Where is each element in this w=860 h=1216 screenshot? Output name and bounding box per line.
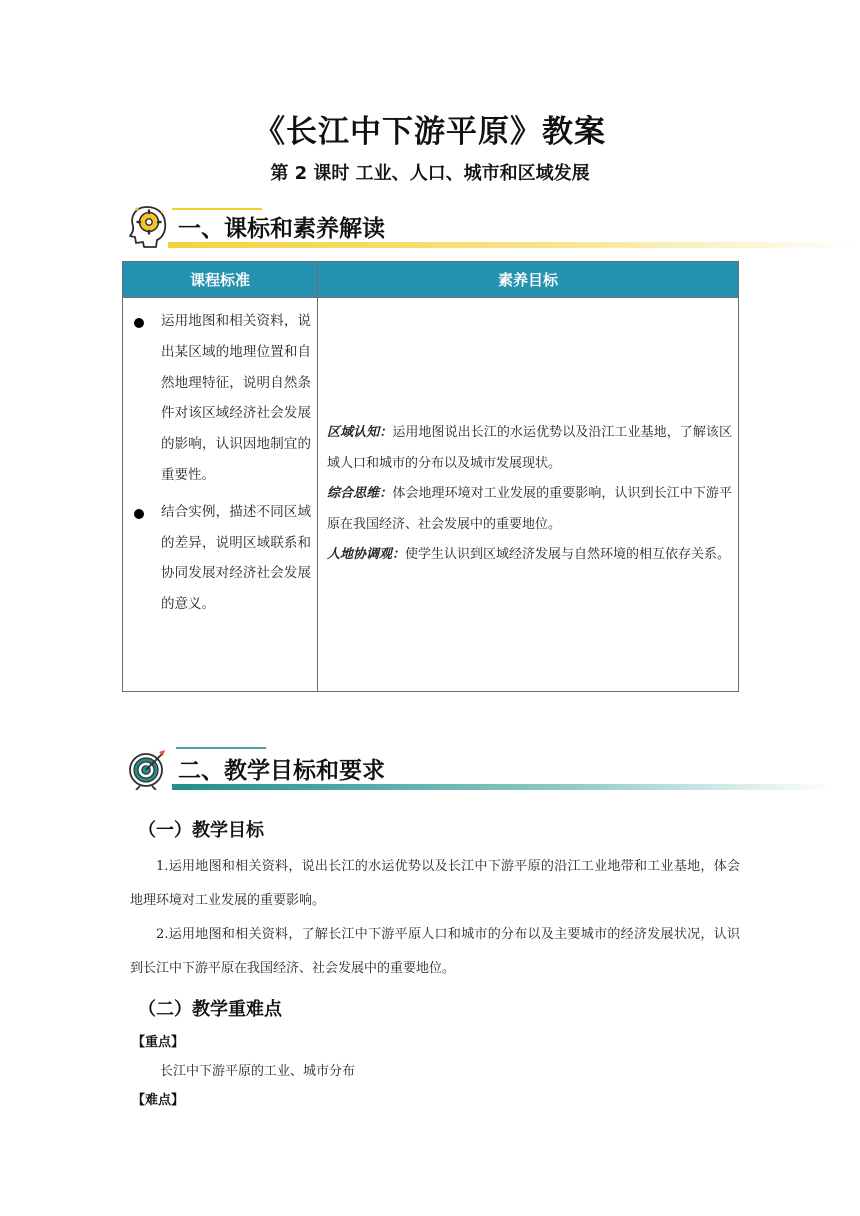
standards-table — [122, 261, 739, 692]
standard-text: 运用地图和相关资料，说出某区域的地理位置和自然地理特征，说明自然条件对该区域经济社会发展的影响，认识因地制宜的重要性。 — [161, 313, 311, 483]
teaching-goal-item: 2.运用地图和相关资料，了解长江中下游平原人口和城市的分布以及主要城市的经济发展状况，认识到长江中下游平原在我国经济、社会发展中的重要地位。 — [130, 927, 740, 976]
section2-accent-line — [176, 747, 266, 749]
literacy-label: 综合思维： — [327, 486, 393, 502]
literacy-goals — [318, 418, 738, 571]
literacy-item — [327, 418, 732, 479]
teaching-goal-item: 1.运用地图和相关资料，说出长江的水运优势以及长江中下游平原的沿江工业地带和工业基地，体会地理环境对工业发展的重要影响。 — [130, 859, 740, 908]
difficulty-label: 【难点】 — [132, 1093, 185, 1108]
standard-item — [123, 306, 311, 491]
key-difficulty-heading: （二）教学重难点 — [138, 999, 282, 1020]
literacy-text: 使学生认识到区域经济发展与自然环境的相互依存关系。 — [405, 547, 731, 563]
standards-cell — [123, 298, 318, 692]
column-header-standard: 课程标准 — [123, 262, 318, 298]
section2-header — [126, 746, 846, 806]
document-title: 《长江中下游平原》教案 — [254, 114, 606, 150]
teaching-goals-heading: （一）教学目标 — [138, 820, 264, 841]
literacy-text: 运用地图说出长江的水运优势以及沿江工业基地，了解该区域人口和城市的分布以及城市发展现状。 — [327, 425, 732, 471]
section2-title: 二、教学目标和要求 — [178, 758, 385, 784]
document-subtitle: 第 2 课时 工业、人口、城市和区域发展 — [270, 163, 590, 184]
bullet-icon — [134, 318, 144, 328]
standard-text: 结合实例，描述不同区域的差异，说明区域联系和协同发展对经济社会发展的意义。 — [161, 503, 311, 613]
literacy-text: 体会地理环境对工业发展的重要影响，认识到长江中下游平原在我国经济、社会发展中的重要地位。 — [327, 486, 732, 532]
key-point-text: 长江中下游平原的工业、城市分布 — [160, 1064, 356, 1079]
key-point-label: 【重点】 — [132, 1035, 185, 1050]
literacy-label: 区域认知： — [327, 425, 393, 441]
literacy-label: 人地协调观： — [327, 547, 406, 563]
literacy-item — [327, 540, 732, 571]
section1-header — [126, 204, 846, 264]
target-icon — [126, 746, 170, 790]
column-header-literacy: 素养目标 — [318, 262, 739, 298]
bullet-icon — [134, 509, 144, 519]
literacy-item — [327, 479, 732, 540]
head-gear-icon — [126, 204, 170, 248]
section1-title: 一、课标和素养解读 — [178, 216, 385, 242]
literacy-cell — [318, 298, 739, 692]
standard-item — [123, 497, 311, 620]
